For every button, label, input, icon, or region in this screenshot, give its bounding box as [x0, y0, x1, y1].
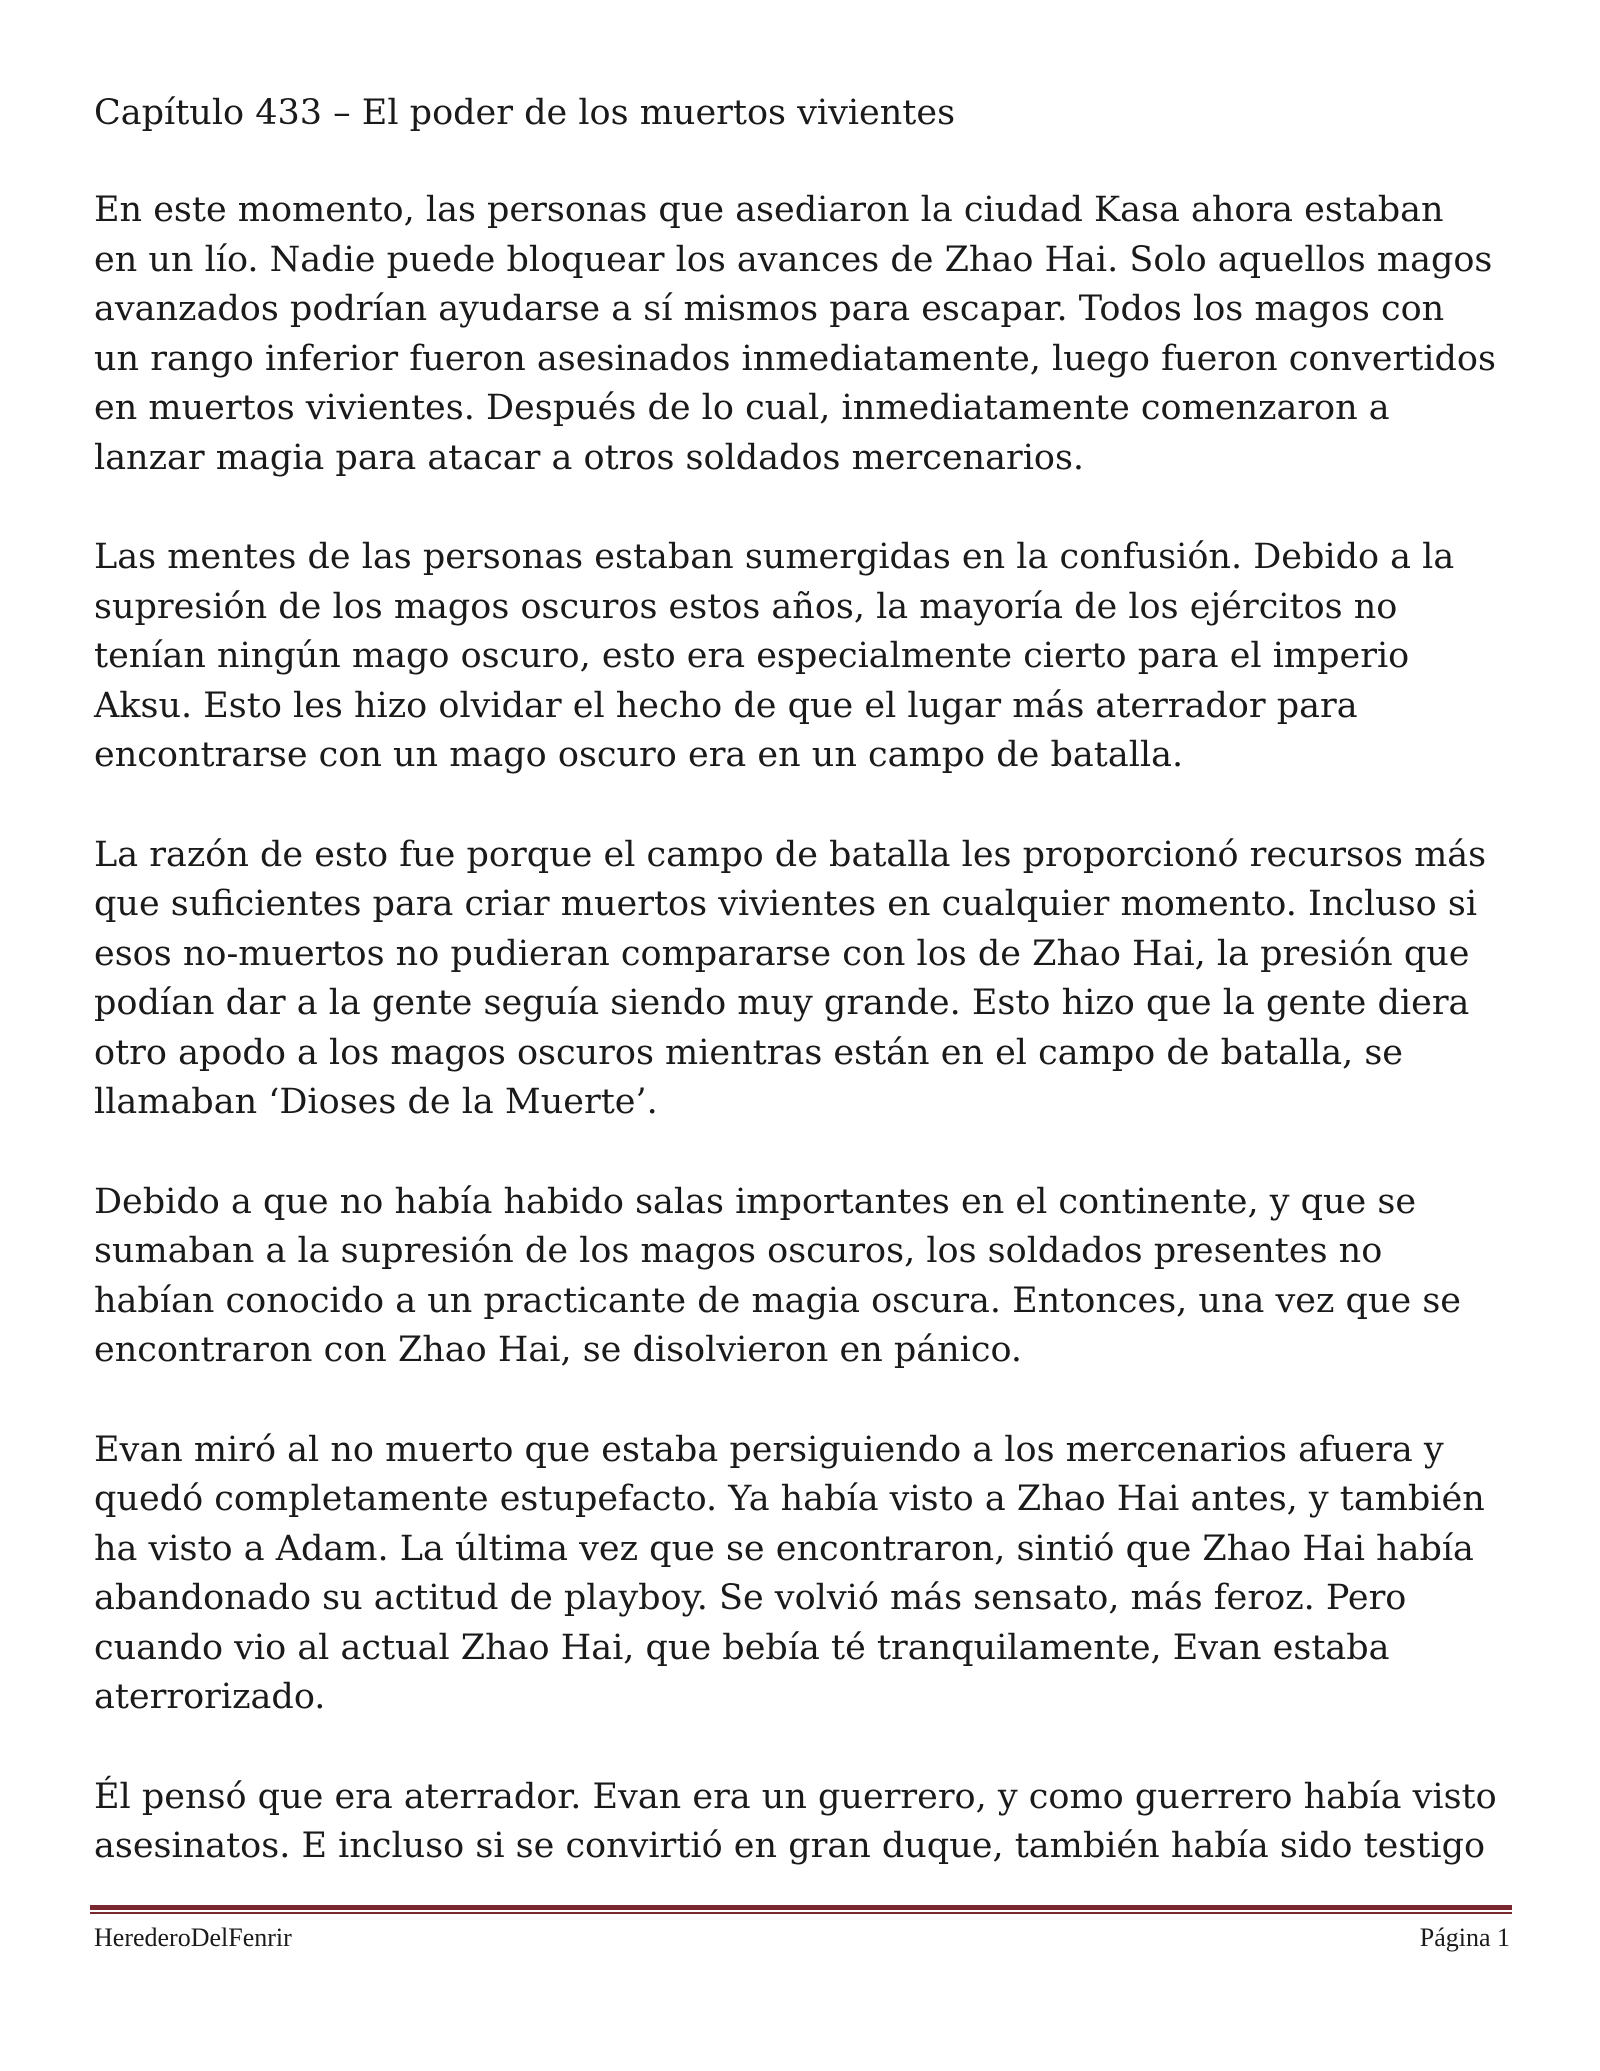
text-line: supresión de los magos oscuros estos años, la mayoría de los ejércitos no — [94, 586, 1398, 627]
text-line: avanzados podrían ayudarse a sí mismos para escapar. Todos los magos con — [94, 289, 1445, 329]
text-line: otro apodo a los magos oscuros mientras están en el campo de batalla, se — [94, 1032, 1403, 1073]
text-line: Él pensó que era aterrador. Evan era un guerrero, y como guerrero había visto — [94, 1776, 1497, 1817]
text-line: habían conocido a un practicante de magia oscura. Entonces, una vez que se — [94, 1280, 1461, 1321]
text-line: en un lío. Nadie puede bloquear los avances de Zhao Hai. Solo aquellos magos — [94, 239, 1493, 280]
text-line: podían dar a la gente seguía siendo muy grande. Esto hizo que la gente diera — [94, 983, 1470, 1023]
text-line: lanzar magia para atacar a otros soldados mercenarios. — [94, 437, 1085, 478]
footer-divider-thin — [90, 1912, 1512, 1914]
text-line: En este momento, las personas que asediaron la ciudad Kasa ahora estaban — [94, 190, 1444, 230]
document-body — [94, 88, 1514, 1922]
text-line: llamaban ‘Dioses de la Muerte’. — [94, 1082, 658, 1122]
text-line: encontraron con Zhao Hai, se disolvieron en pánico. — [94, 1330, 1023, 1370]
text-line: encontrarse con un mago oscuro era en un campo de batalla. — [94, 735, 1184, 775]
text-line: tenían ningún mago oscuro, esto era especialmente cierto para el imperio — [94, 636, 1410, 676]
page-number: Página 1 — [1419, 1923, 1510, 1952]
text-line: esos no-muertos no pudieran compararse con los de Zhao Hai, la presión que — [94, 933, 1470, 974]
text-line: aterrorizado. — [94, 1677, 326, 1717]
text-line: que suficientes para criar muertos vivientes en cualquier momento. Incluso si — [94, 884, 1478, 924]
text-line: sumaban a la supresión de los magos oscuros, los soldados presentes no — [94, 1231, 1383, 1271]
text-line: asesinatos. E incluso si se convirtió en gran duque, también había sido testigo — [94, 1826, 1486, 1866]
text-line: La razón de esto fue porque el campo de batalla les proporcionó recursos más — [94, 834, 1487, 875]
paragraph-2 — [94, 533, 1514, 781]
paragraph-3 — [94, 831, 1514, 1128]
text-line: Evan miró al no muerto que estaba persiguiendo a los mercenarios afuera y — [94, 1429, 1444, 1470]
footer-divider-thick — [90, 1905, 1512, 1910]
text-line: en muertos vivientes. Después de lo cual, inmediatamente comenzaron a — [94, 388, 1390, 428]
paragraph-6 — [94, 1773, 1514, 1872]
text-line: Aksu. Esto les hizo olvidar el hecho de que el lugar más aterrador para — [94, 685, 1358, 726]
paragraph-1 — [94, 186, 1514, 483]
text-line: Debido a que no había habido salas importantes en el continente, y que se — [94, 1181, 1417, 1222]
footer-author: HerederoDelFenrir — [94, 1923, 292, 1952]
chapter-title: Capítulo 433 – El poder de los muertos vivientes — [94, 93, 956, 133]
text-line: cuando vio al actual Zhao Hai, que bebía té tranquilamente, Evan estaba — [94, 1627, 1390, 1668]
text-line: abandonado su actitud de playboy. Se volvió más sensato, más feroz. Pero — [94, 1578, 1407, 1618]
text-line: Las mentes de las personas estaban sumergidas en la confusión. Debido a la — [94, 537, 1455, 577]
paragraph-4 — [94, 1178, 1514, 1376]
text-line: ha visto a Adam. La última vez que se encontraron, sintió que Zhao Hai había — [94, 1528, 1474, 1569]
text-line: quedó completamente estupefacto. Ya había visto a Zhao Hai antes, y también — [94, 1479, 1485, 1519]
footer-divider — [90, 1905, 1512, 1914]
text-line: un rango inferior fueron asesinados inmediatamente, luego fueron convertidos — [94, 338, 1496, 379]
paragraph-5 — [94, 1426, 1514, 1723]
